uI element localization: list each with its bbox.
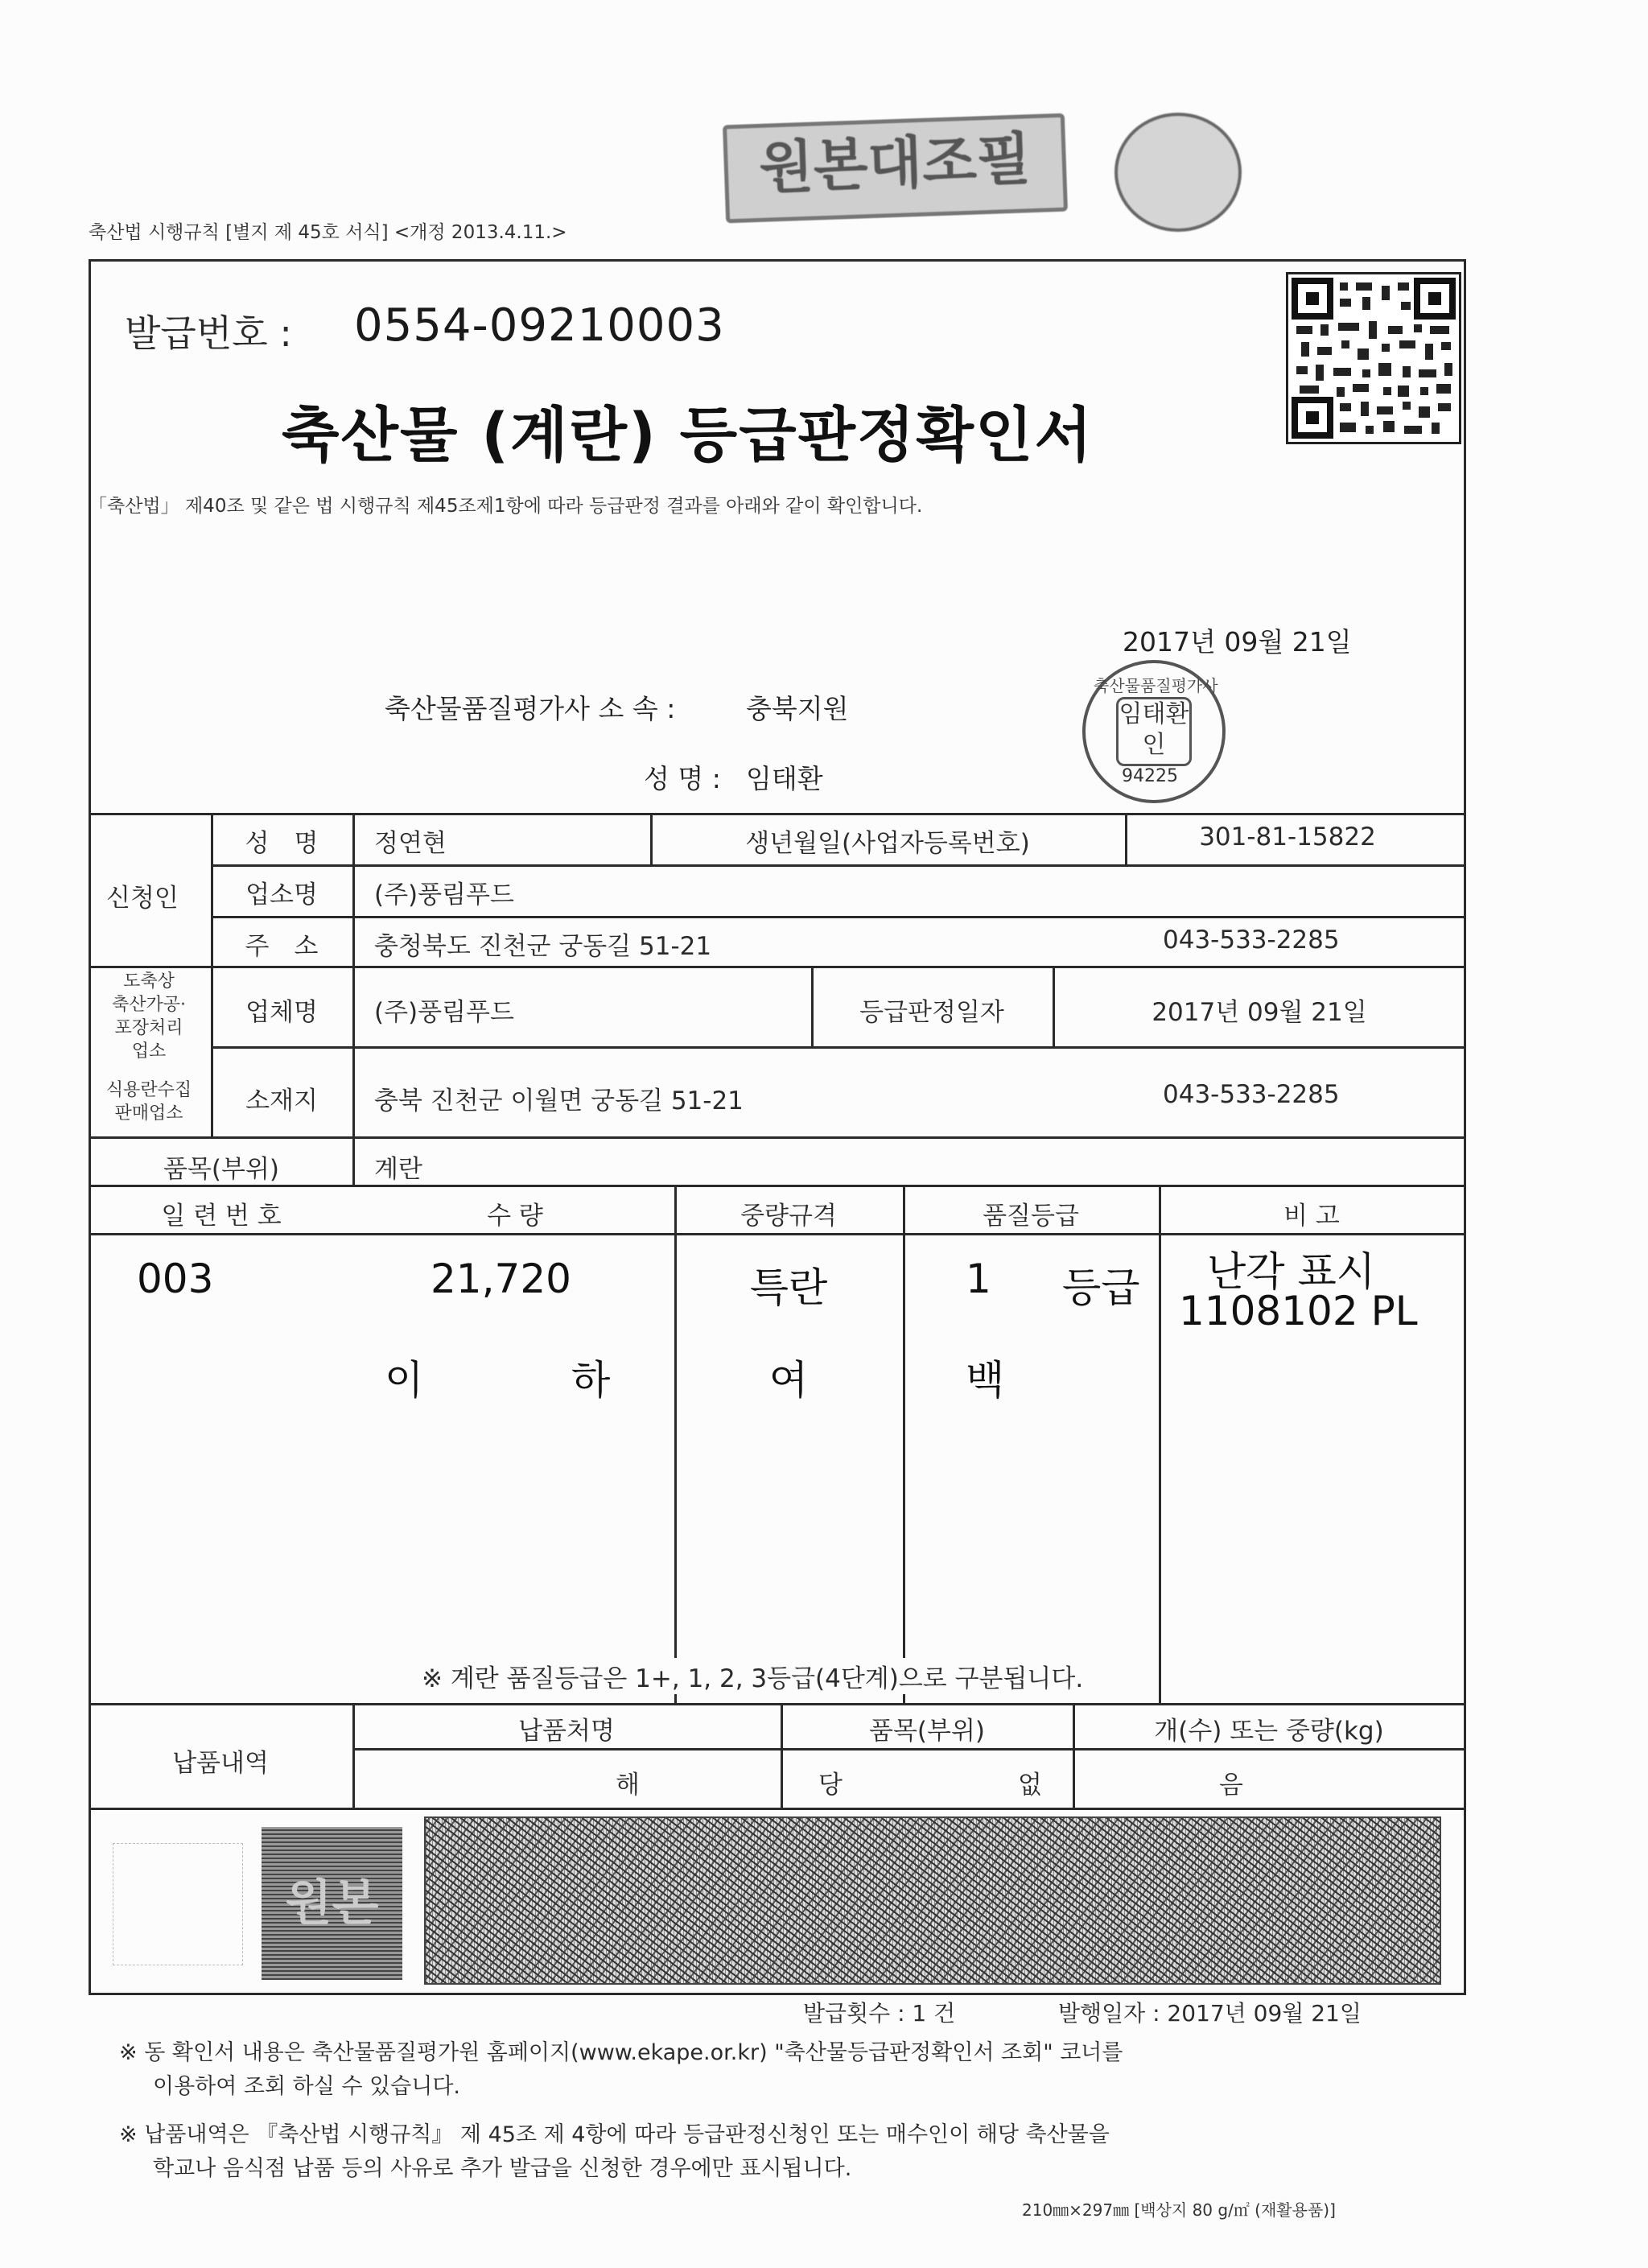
birth-reg-label: 생년월일(사업자등록번호) — [745, 829, 1030, 858]
footer-note-2a: ※ 납품내역은 『축산법 시행규칙』 제 45조 제 4항에 따라 등급판정신청인 또는 매수인이 해당 축산물을 — [119, 2122, 1110, 2147]
facility-label-3: 포장처리 — [114, 1018, 183, 1038]
company-name-label: 업소명 — [245, 880, 318, 909]
facility-company-label: 업체명 — [245, 998, 318, 1027]
seal-in: 인 — [1142, 731, 1166, 759]
row-grade-number: 1 — [966, 1256, 991, 1302]
grader-name: 임태환 — [746, 763, 823, 794]
row-serial: 003 — [137, 1256, 214, 1302]
row-remark-line1: 난각 표시 — [1207, 1248, 1376, 1295]
original-verified-stamp: 원본대조필 — [723, 113, 1068, 224]
document-title: 축산물 (계란) 등급판정확인서 — [282, 401, 1094, 470]
seal-ring-text: 축산물품질평가사 — [1094, 676, 1218, 695]
blank-mark-grade: 백 — [966, 1357, 1005, 1404]
blank-mark-qty-left: 이 — [385, 1357, 424, 1404]
legal-basis-text: 「축산법」 제40조 및 같은 법 시행규칙 제45조제1항에 따라 등급판정 결과를 아래와 같이 확인합니다. — [89, 496, 923, 517]
row-quantity: 21,720 — [431, 1256, 571, 1302]
seal-name: 임태환 — [1119, 700, 1189, 728]
issue-number-label: 발급번호 : — [125, 311, 292, 355]
blank-mark-qty-right: 하 — [571, 1357, 611, 1404]
row-weight: 특란 — [749, 1264, 828, 1311]
applicant-phone: 043-533-2285 — [1163, 926, 1340, 955]
applicant-address: 충청북도 진천군 궁동길 51-21 — [374, 932, 712, 961]
header-weight: 중량규격 — [740, 1202, 837, 1231]
paper-spec: 210㎜×297㎜ [백상지 80 g/㎡ (재활용품)] — [1022, 2200, 1336, 2220]
applicant-company: (주)풍림푸드 — [374, 880, 514, 909]
seal-name-box — [1116, 697, 1192, 766]
footer-note-1a: ※ 동 확인서 내용은 축산물품질평가원 홈페이지(www.ekape.or.kr) "축산물등급판정확인서 조회" 코너를 — [119, 2040, 1123, 2065]
facility-label-5: 식용란수집 — [105, 1080, 192, 1100]
item-label: 품목(부위) — [163, 1155, 279, 1184]
issue-date: 2017년 09월 21일 — [1123, 626, 1352, 658]
grading-date: 2017년 09월 21일 — [1152, 998, 1367, 1027]
facility-location: 충북 진천군 이월면 궁동길 51-21 — [374, 1087, 744, 1115]
seal-number: 94225 — [1122, 766, 1178, 786]
item-value: 계란 — [374, 1155, 422, 1184]
delivery-label: 납품내역 — [172, 1749, 269, 1778]
row-grade-unit: 등급 — [1062, 1264, 1140, 1311]
facility-label-1: 도축상 — [123, 971, 175, 992]
grading-date-label: 등급판정일자 — [859, 998, 1004, 1027]
qr-code — [1286, 272, 1461, 444]
location-label: 소재지 — [245, 1087, 318, 1115]
top-round-seal — [1114, 113, 1242, 232]
delivery-header-count: 개(수) 또는 중량(kg) — [1154, 1717, 1384, 1746]
applicant-name: 정연현 — [374, 829, 447, 858]
delivery-value-4: 음 — [1219, 1771, 1243, 1800]
delivery-value-1: 해 — [616, 1771, 640, 1800]
form-caption: 축산법 시행규칙 [별지 제 45호 서식] <개정 2013.4.11.> — [89, 222, 567, 243]
registration-number: 301-81-15822 — [1199, 823, 1376, 852]
row-remark-line2: 1108102 PL — [1179, 1288, 1418, 1334]
grader-seal — [1082, 660, 1226, 803]
delivery-value-2: 당 — [818, 1771, 843, 1800]
header-serial: 일 련 번 호 — [161, 1202, 282, 1231]
grader-affiliation: 충북지원 — [746, 693, 849, 724]
footer-note-2b: 학교나 음식점 납품 등의 사유로 추가 발급을 신청한 경우에만 표시됩니다. — [153, 2156, 852, 2181]
facility-label-6: 판매업소 — [114, 1103, 183, 1124]
delivery-header-item: 품목(부위) — [869, 1717, 985, 1746]
header-quantity: 수 량 — [487, 1202, 543, 1231]
facility-label-2: 축산가공· — [111, 995, 187, 1015]
header-remark: 비 고 — [1283, 1202, 1340, 1231]
security-pattern — [424, 1816, 1441, 1985]
facility-phone: 043-533-2285 — [1163, 1080, 1340, 1109]
facility-label-4: 업소 — [131, 1041, 167, 1062]
footer-note-1b: 이용하여 조회 하실 수 있습니다. — [153, 2074, 460, 2099]
facility-company: (주)풍림푸드 — [374, 998, 514, 1027]
applicant-section-label: 신청인 — [106, 884, 179, 913]
address-label: 주 소 — [245, 932, 319, 961]
issued-date: 발행일자 : 2017년 09월 21일 — [1058, 2000, 1362, 2027]
issue-count: 발급횟수 : 1 건 — [803, 2000, 956, 2027]
blank-mark-weight: 여 — [768, 1357, 809, 1404]
delivery-header-place: 납품처명 — [518, 1717, 615, 1746]
grader-name-label: 성 명 : — [644, 763, 721, 794]
issue-number: 0554-09210003 — [354, 299, 725, 352]
grade-note: ※ 계란 품질등급은 1+, 1, 2, 3등급(4단계)으로 구분됩니다. — [418, 1658, 1086, 1694]
delivery-value-3: 없 — [1018, 1771, 1042, 1800]
header-grade: 품질등급 — [983, 1202, 1079, 1231]
affiliation-label: 축산물품질평가사 소 속 : — [385, 693, 676, 724]
applicant-name-label: 성 명 — [245, 829, 319, 858]
faded-mark — [113, 1843, 243, 1965]
original-watermark: 원본 — [262, 1827, 402, 1980]
